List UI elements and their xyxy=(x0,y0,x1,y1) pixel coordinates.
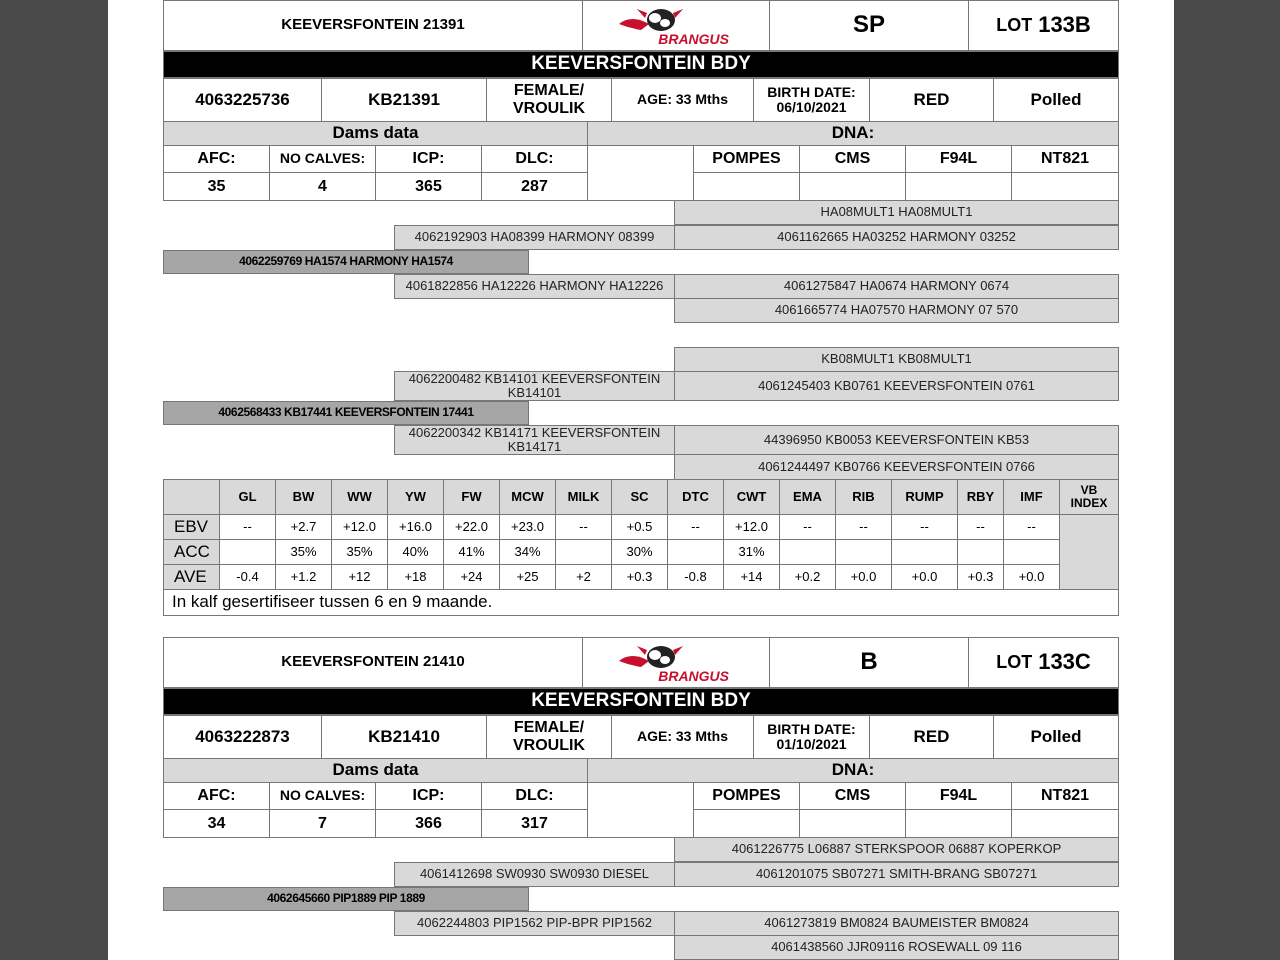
ebv-row-label: EBV xyxy=(163,514,220,540)
ebv-cell: +12.0 xyxy=(723,514,780,540)
dna-header: POMPES xyxy=(693,145,800,173)
bull-head-icon xyxy=(619,9,683,31)
pedigree-sire-dam: 4061822856 HA12226 HARMONY HA12226 xyxy=(394,274,675,299)
ebv-cell: +12 xyxy=(331,564,388,590)
pedigree-dam-dam: 4062200342 KB14171 KEEVERSFONTEIN KB14171 xyxy=(394,425,675,455)
ebv-header: RBY xyxy=(957,479,1004,515)
ebv-cell xyxy=(957,539,1004,565)
ebv-cell: 34% xyxy=(499,539,556,565)
lot-prefix: LOT xyxy=(996,14,1033,35)
pedigree-dam-sire-sire: KB08MULT1 KB08MULT1 xyxy=(674,347,1119,372)
dams-value: 365 xyxy=(375,172,482,201)
horn-status: Polled xyxy=(993,715,1119,759)
dna-value xyxy=(905,809,1012,838)
ebv-header: BW xyxy=(275,479,332,515)
dna-header: NT821 xyxy=(1011,782,1119,810)
ebv-header: SC xyxy=(611,479,668,515)
animal-name: KEEVERSFONTEIN 21391 xyxy=(163,0,583,51)
dna-header: F94L xyxy=(905,782,1012,810)
vb-index-value xyxy=(1059,514,1119,590)
dna-blank xyxy=(587,782,694,838)
sex-label: FEMALE/ VROULIK xyxy=(486,78,612,122)
dams-value: 366 xyxy=(375,809,482,838)
dna-value xyxy=(905,172,1012,201)
ebv-cell xyxy=(891,539,958,565)
pedigree-sire-sire-sire: 4061226775 L06887 STERKSPOOR 06887 KOPERKOP xyxy=(674,837,1119,862)
ebv-row-label: ACC xyxy=(163,539,220,565)
ebv-cell: +24 xyxy=(443,564,500,590)
ebv-cell: +0.5 xyxy=(611,514,668,540)
dams-header: NO CALVES: xyxy=(269,145,376,173)
ebv-cell: +2.7 xyxy=(275,514,332,540)
dams-header: ICP: xyxy=(375,782,482,810)
dna-header: POMPES xyxy=(693,782,800,810)
lot-prefix: LOT xyxy=(996,651,1033,672)
ebv-cell: +0.3 xyxy=(611,564,668,590)
ebv-header: GL xyxy=(219,479,276,515)
certification-note: In kalf gesertifiseer tussen 6 en 9 maande. xyxy=(163,589,1119,616)
dna-title: DNA: xyxy=(587,758,1119,783)
ebv-cell xyxy=(219,539,276,565)
class-label: SP xyxy=(769,0,969,51)
ebv-row-label: AVE xyxy=(163,564,220,590)
ebv-cell: 41% xyxy=(443,539,500,565)
ebv-cell xyxy=(835,539,892,565)
ebv-header: WW xyxy=(331,479,388,515)
dams-header: DLC: xyxy=(481,145,588,173)
lot-card-133c xyxy=(108,637,1174,960)
pedigree-sire-sire-dam: 4061162665 HA03252 HARMONY 03252 xyxy=(674,225,1119,250)
ebv-cell: +14 xyxy=(723,564,780,590)
sex-label: FEMALE/ VROULIK xyxy=(486,715,612,759)
ebv-header: YW xyxy=(387,479,444,515)
pedigree-sire-dam-dam: 4061438560 JJR09116 ROSEWALL 09 116 xyxy=(674,935,1119,960)
ebv-header: IMF xyxy=(1003,479,1060,515)
dams-value: 35 xyxy=(163,172,270,201)
ebv-cell: +0.3 xyxy=(957,564,1004,590)
ebv-cell: -- xyxy=(219,514,276,540)
ebv-cell: +1.2 xyxy=(275,564,332,590)
birth-date-value: 06/10/2021 xyxy=(776,99,847,115)
ebv-cell: +0.2 xyxy=(779,564,836,590)
pedigree-sire-dam-dam: 4061665774 HA07570 HARMONY 07 570 xyxy=(674,298,1119,323)
dna-header: CMS xyxy=(799,145,906,173)
colour-label: RED xyxy=(869,715,994,759)
dna-header: CMS xyxy=(799,782,906,810)
id-number: 4063222873 xyxy=(163,715,322,759)
dams-value: 4 xyxy=(269,172,376,201)
ebv-cell: 31% xyxy=(723,539,780,565)
dams-header: ICP: xyxy=(375,145,482,173)
dna-header: NT821 xyxy=(1011,145,1119,173)
ebv-cell: -- xyxy=(891,514,958,540)
pedigree-dam-sire: 4062200482 KB14101 KEEVERSFONTEIN KB14101 xyxy=(394,371,675,401)
dna-header: F94L xyxy=(905,145,1012,173)
logo-text: BRANGUS xyxy=(658,667,729,684)
ebv-corner xyxy=(163,479,220,515)
ebv-header: MCW xyxy=(499,479,556,515)
dna-value xyxy=(1011,172,1119,201)
ebv-cell: +0.0 xyxy=(891,564,958,590)
pedigree-dam-sire-dam: 4061245403 KB0761 KEEVERSFONTEIN 0761 xyxy=(674,371,1119,401)
breeder-band: KEEVERSFONTEIN BDY xyxy=(163,688,1119,715)
ebv-header: EMA xyxy=(779,479,836,515)
lot-number: 133C xyxy=(1038,649,1091,675)
brangus-logo xyxy=(582,0,770,51)
pedigree-sire-dam: 4062244803 PIP1562 PIP-BPR PIP1562 xyxy=(394,911,675,936)
pedigree-sire-sire-sire: HA08MULT1 HA08MULT1 xyxy=(674,200,1119,225)
age-label: AGE: 33 Mths xyxy=(611,78,754,122)
tag-number: KB21391 xyxy=(321,78,487,122)
ebv-cell: -- xyxy=(1003,514,1060,540)
brangus-logo xyxy=(582,637,770,688)
ebv-cell: -- xyxy=(555,514,612,540)
dams-value: 7 xyxy=(269,809,376,838)
ebv-cell xyxy=(555,539,612,565)
ebv-header: RIB xyxy=(835,479,892,515)
pedigree-dam-dam-dam: 4061244497 KB0766 KEEVERSFONTEIN 0766 xyxy=(674,454,1119,480)
logo-text: BRANGUS xyxy=(658,30,729,47)
bull-head-icon xyxy=(619,646,683,668)
id-number: 4063225736 xyxy=(163,78,322,122)
ebv-cell: +0.0 xyxy=(835,564,892,590)
ebv-cell: +16.0 xyxy=(387,514,444,540)
lot-label xyxy=(968,0,1119,51)
animal-name: KEEVERSFONTEIN 21410 xyxy=(163,637,583,688)
ebv-cell: +2 xyxy=(555,564,612,590)
tag-number: KB21410 xyxy=(321,715,487,759)
ebv-cell: 35% xyxy=(275,539,332,565)
ebv-cell: -- xyxy=(667,514,724,540)
dams-data-title: Dams data xyxy=(163,758,588,783)
pedigree-sire-sire: 4062192903 HA08399 HARMONY 08399 xyxy=(394,225,675,250)
ebv-cell: +12.0 xyxy=(331,514,388,540)
age-label: AGE: 33 Mths xyxy=(611,715,754,759)
ebv-cell: -- xyxy=(957,514,1004,540)
dams-data-title: Dams data xyxy=(163,121,588,146)
ebv-cell: +25 xyxy=(499,564,556,590)
dams-header: NO CALVES: xyxy=(269,782,376,810)
birth-date-label: BIRTH DATE: xyxy=(767,83,856,100)
dna-title: DNA: xyxy=(587,121,1119,146)
ebv-cell: +18 xyxy=(387,564,444,590)
ebv-header: MILK xyxy=(555,479,612,515)
dna-value xyxy=(693,809,800,838)
ebv-cell: -- xyxy=(835,514,892,540)
class-label: B xyxy=(769,637,969,688)
ebv-header: DTC xyxy=(667,479,724,515)
ebv-cell xyxy=(779,539,836,565)
birth-date xyxy=(753,715,870,759)
pedigree-sire-dam-sire: 4061273819 BM0824 BAUMEISTER BM0824 xyxy=(674,911,1119,936)
ebv-cell: 35% xyxy=(331,539,388,565)
ebv-cell: +0.0 xyxy=(1003,564,1060,590)
dna-value xyxy=(799,172,906,201)
colour-label: RED xyxy=(869,78,994,122)
ebv-table xyxy=(163,479,1119,590)
ebv-cell: +22.0 xyxy=(443,514,500,540)
birth-date xyxy=(753,78,870,122)
ebv-header: FW xyxy=(443,479,500,515)
ebv-cell: -- xyxy=(779,514,836,540)
pedigree-dam: 4062568433 KB17441 KEEVERSFONTEIN 17441 xyxy=(163,401,529,425)
lot-number: 133B xyxy=(1038,12,1091,38)
pedigree-sire-sire: 4061412698 SW0930 SW0930 DIESEL xyxy=(394,862,675,887)
pedigree-sire: 4062645660 PIP1889 PIP 1889 xyxy=(163,887,529,911)
pedigree-sire: 4062259769 HA1574 HARMONY HA1574 xyxy=(163,250,529,274)
horn-status: Polled xyxy=(993,78,1119,122)
ebv-cell: 40% xyxy=(387,539,444,565)
ebv-header: RUMP xyxy=(891,479,958,515)
dams-header: AFC: xyxy=(163,145,270,173)
ebv-header-vb-index: VB INDEX xyxy=(1059,479,1119,515)
pedigree-sire-sire-dam: 4061201075 SB07271 SMITH-BRANG SB07271 xyxy=(674,862,1119,887)
pedigree-sire-dam-sire: 4061275847 HA0674 HARMONY 0674 xyxy=(674,274,1119,299)
birth-date-label: BIRTH DATE: xyxy=(767,720,856,737)
lot-label xyxy=(968,637,1119,688)
ebv-header: CWT xyxy=(723,479,780,515)
dna-blank xyxy=(587,145,694,201)
dna-value xyxy=(799,809,906,838)
dams-header: DLC: xyxy=(481,782,588,810)
dams-value: 317 xyxy=(481,809,588,838)
dams-value: 287 xyxy=(481,172,588,201)
ebv-cell: 30% xyxy=(611,539,668,565)
lot-card-133b xyxy=(108,0,1174,616)
ebv-cell: -0.8 xyxy=(667,564,724,590)
catalogue-page xyxy=(108,0,1174,960)
breeder-band: KEEVERSFONTEIN BDY xyxy=(163,51,1119,78)
ebv-cell xyxy=(1003,539,1060,565)
pedigree-dam-dam-sire: 44396950 KB0053 KEEVERSFONTEIN KB53 xyxy=(674,425,1119,455)
ebv-cell: -0.4 xyxy=(219,564,276,590)
dna-value xyxy=(1011,809,1119,838)
dams-header: AFC: xyxy=(163,782,270,810)
dams-value: 34 xyxy=(163,809,270,838)
birth-date-value: 01/10/2021 xyxy=(776,736,847,752)
ebv-cell: +23.0 xyxy=(499,514,556,540)
dna-value xyxy=(693,172,800,201)
ebv-cell xyxy=(667,539,724,565)
